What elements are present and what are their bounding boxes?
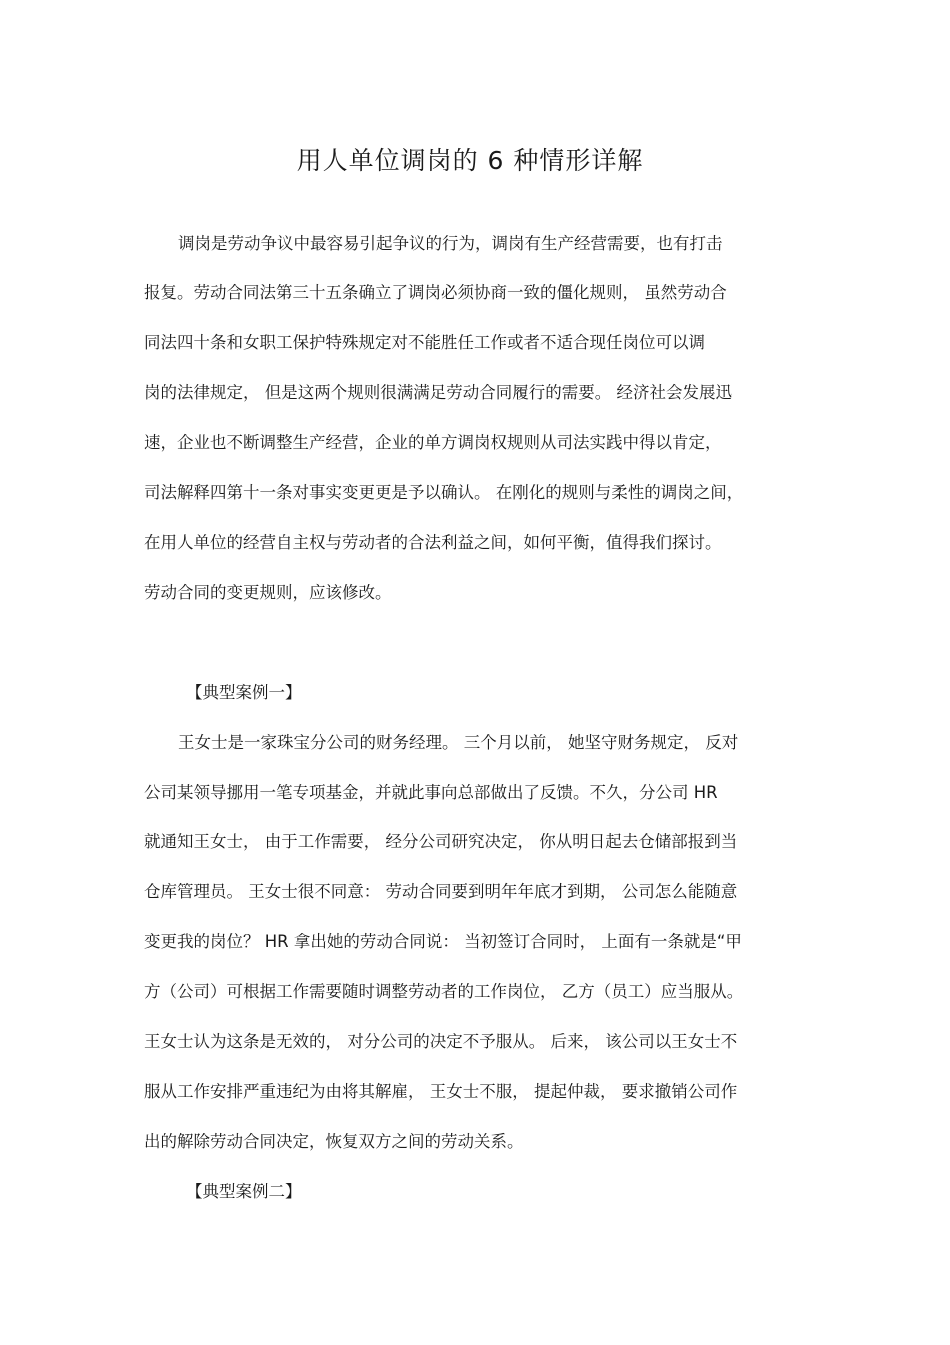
case-heading: 【典型案例一】 [186,683,302,702]
paragraph-line: 就通知王女士， 由于工作需要， 经分公司研究决定， 你从明日起去仓储部报到当 [144,832,738,851]
paragraph-line: 同法四十条和女职工保护特殊规定对不能胜任工作或者不适合现任岗位可以调 [144,333,705,352]
paragraph-line: 司法解释四第十一条对事实变更更是予以确认。 在刚化的规则与柔性的调岗之间， [144,483,744,502]
paragraph-line: 王女士是一家珠宝分公司的财务经理。 三个月以前， 她坚守财务规定， 反对 [178,733,739,752]
document-title: 用人单位调岗的 6 种情形详解 [296,146,644,175]
paragraph-line: 方（公司）可根据工作需要随时调整劳动者的工作岗位， 乙方（员工）应当服从。 [144,982,744,1001]
paragraph-line: 变更我的岗位？ HR 拿出她的劳动合同说： 当初签订合同时， 上面有一条就是“甲 [144,932,742,951]
paragraph-line: 调岗是劳动争议中最容易引起争议的行为，调岗有生产经营需要，也有打击 [178,234,723,253]
paragraph-line: 在用人单位的经营自主权与劳动者的合法利益之间，如何平衡，值得我们探讨。 [144,533,722,552]
paragraph-line: 王女士认为这条是无效的， 对分公司的决定不予服从。 后来， 该公司以王女士不 [144,1032,738,1051]
paragraph-line: 报复。劳动合同法第三十五条确立了调岗必须协商一致的僵化规则， 虽然劳动合 [144,283,727,302]
paragraph-line: 仓库管理员。 王女士很不同意： 劳动合同要到明年年底才到期， 公司怎么能随意 [144,882,738,901]
paragraph-line: 出的解除劳动合同决定，恢复双方之间的劳动关系。 [144,1132,524,1151]
paragraph-line: 岗的法律规定， 但是这两个规则很满满足劳动合同履行的需要。 经济社会发展迅 [144,383,732,402]
paragraph-line: 速，企业也不断调整生产经营，企业的单方调岗权规则从司法实践中得以肯定， [144,433,722,452]
paragraph-line: 公司某领导挪用一笔专项基金，并就此事向总部做出了反馈。不久，分公司 HR [144,783,718,802]
case-heading: 【典型案例二】 [186,1182,302,1201]
paragraph-line: 服从工作安排严重违纪为由将其解雇， 王女士不服， 提起仲裁， 要求撤销公司作 [144,1082,738,1101]
paragraph-line: 劳动合同的变更规则，应该修改。 [144,583,392,602]
